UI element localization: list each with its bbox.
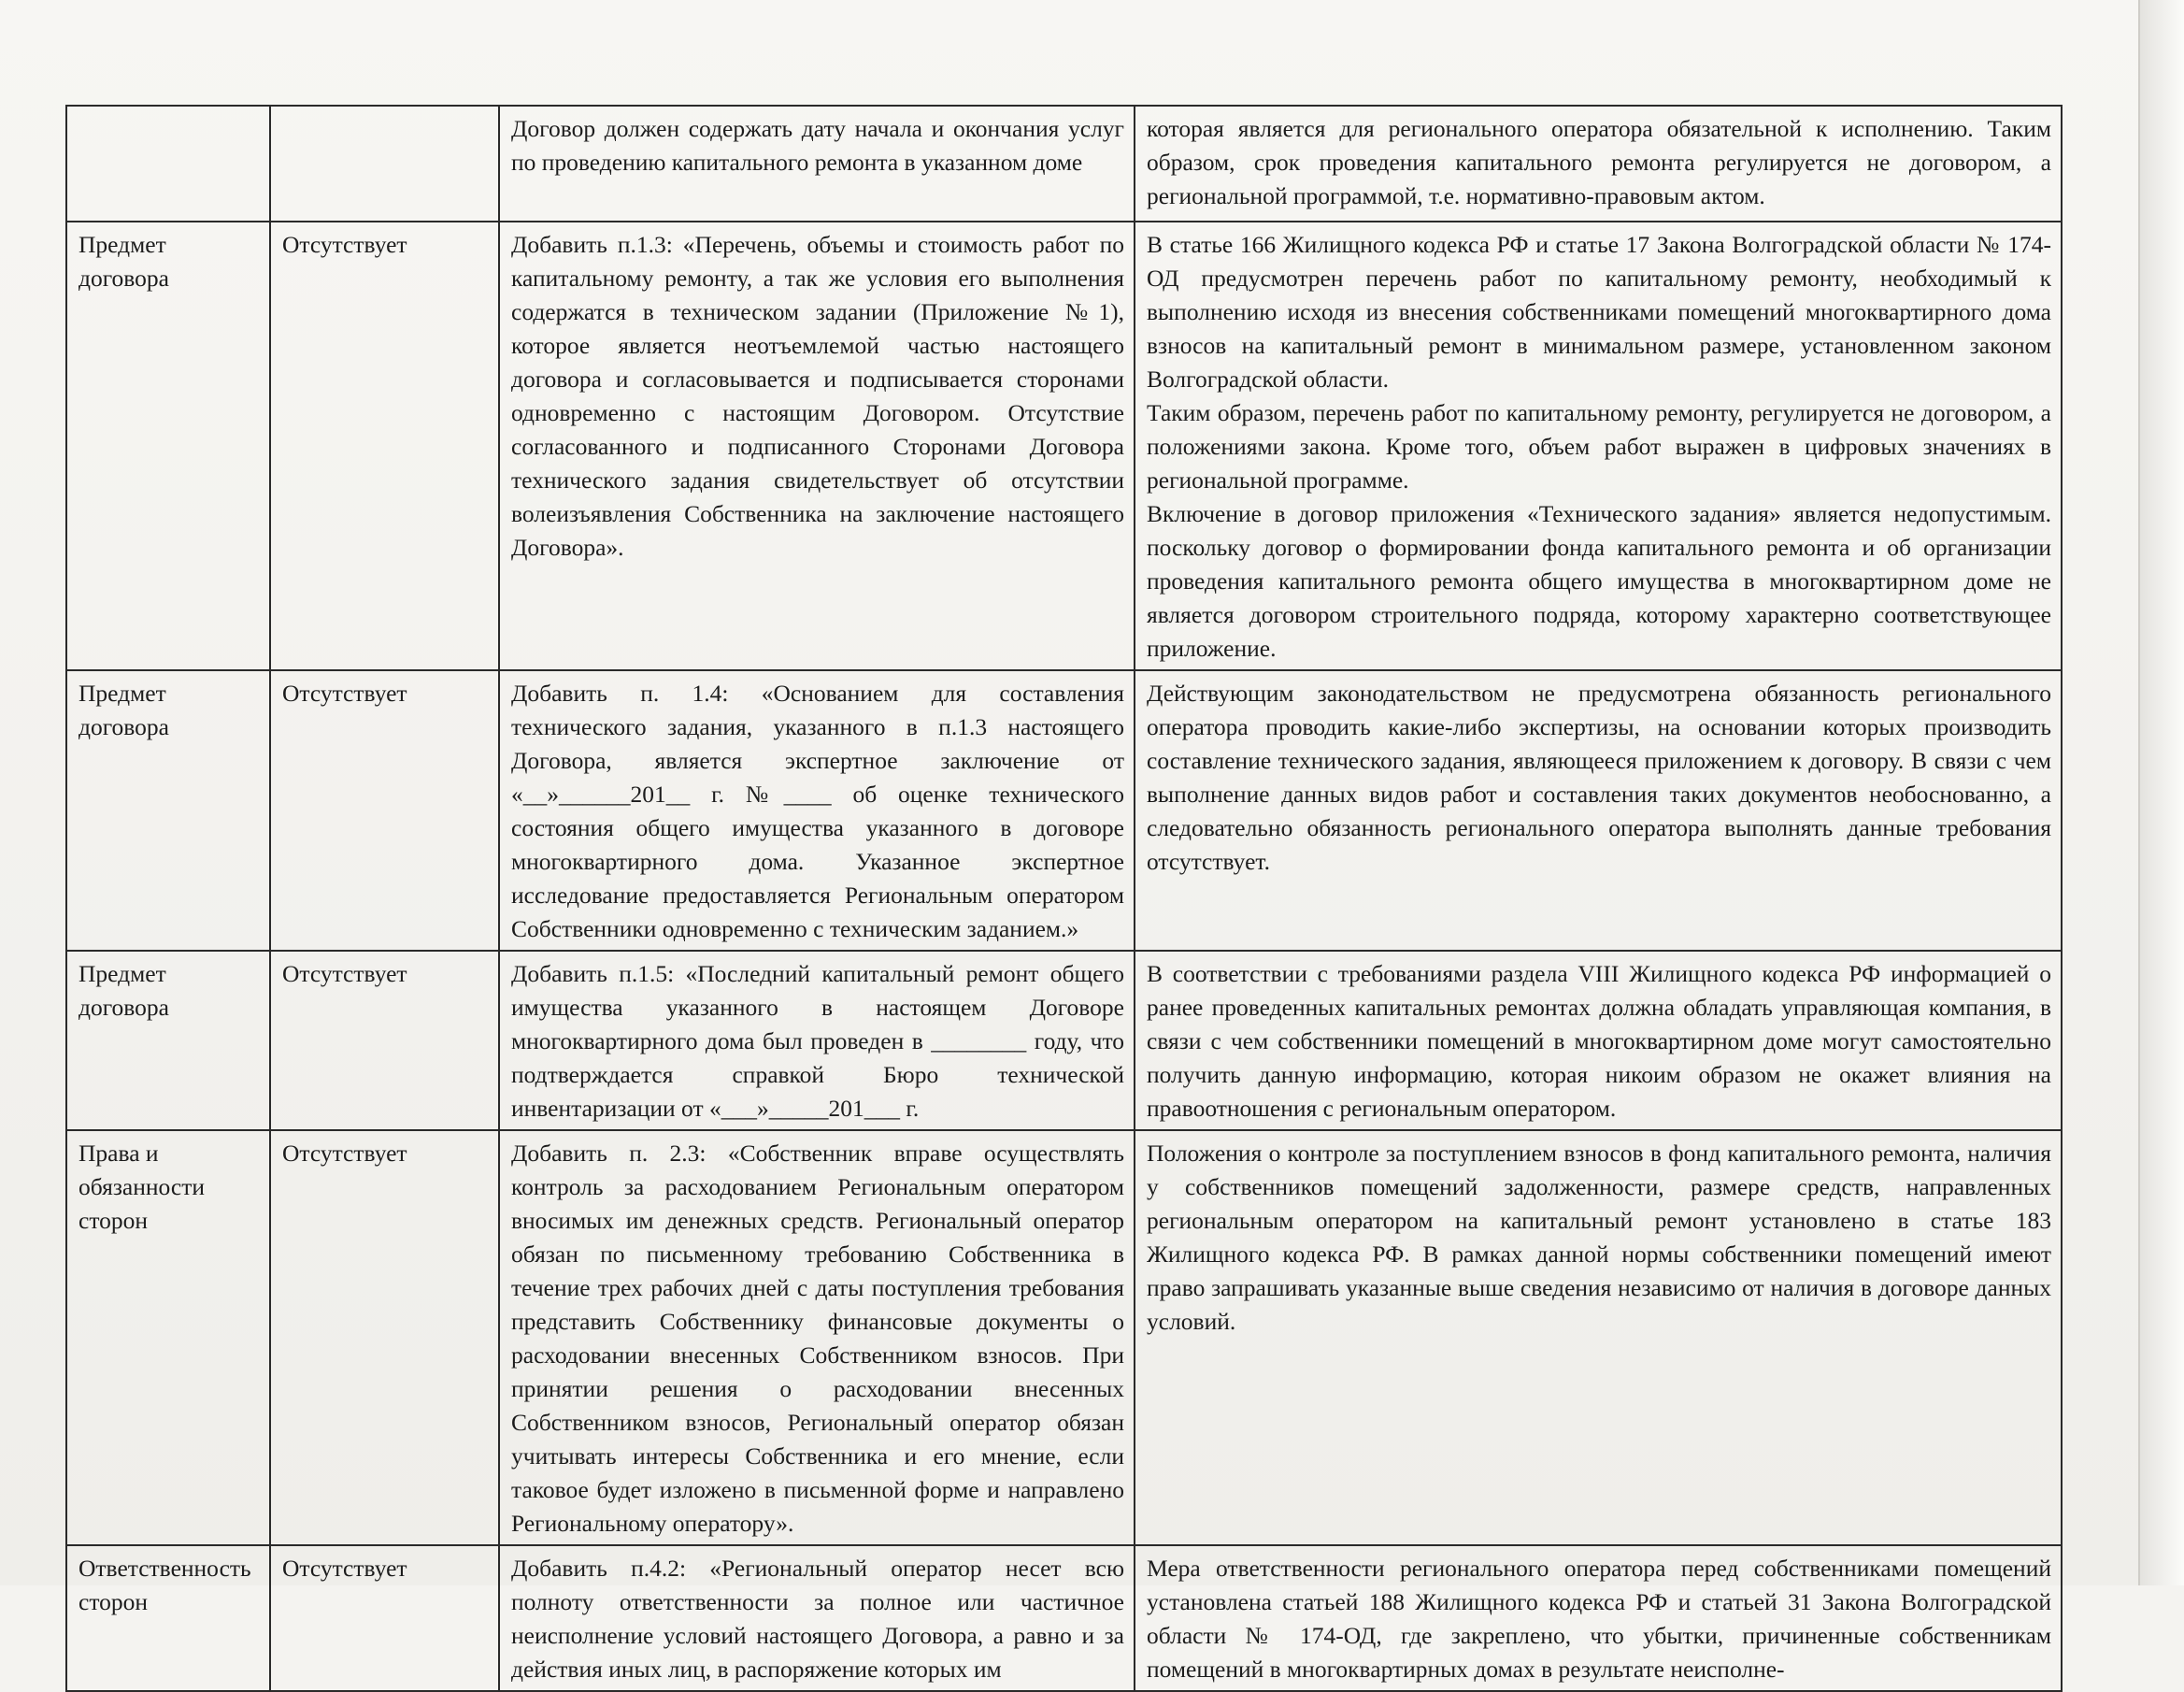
proposal-cell: Добавить п.4.2: «Региональный оператор несет всю полноту ответственности за полное или частичное неисполнение условий настоящего Договора, а равно и за действия иных лиц, в распоряжение которых им bbox=[499, 1545, 1135, 1691]
proposal-cell: Добавить п. 2.3: «Собственник вправе осуществлять контроль за расходованием Региональным оператором вносимых им денежных средств. Региональный оператор обязан по письменному требованию Собственника в течение трех рабочих дней с даты поступления требования представить Собственнику финансовые документы о расходовании внесенных Собственником взносов. При принятии решения о расходовании внесенных Собственником взносов, Региональный оператор обязан учитывать интересы Собственника и его мнение, если таковое будет изложено в письменной форме и направлено Региональному оператору». bbox=[499, 1130, 1135, 1545]
response-paragraph: Мера ответственности регионального оператора перед собственниками помещений установлена статьей 188 Жилищного кодекса РФ и статьей 31 Закона Волгоградской области № 174-ОД, где закреплено, что убытки, причиненные собственникам помещений в многоквартирных домах в результате неисполне- bbox=[1147, 1555, 2051, 1683]
proposal-cell: Добавить п. 1.4: «Основанием для составления технического задания, указанного в п.1.3 настоящего Договора, является экспертное заключение от «__»______201__ г. №____ об оценке технического состояния общего имущества указанного в договоре многоквартирного дома. Указанное экспертное исследование предоставляется Региональным оператором Собственники одновременно с техническим заданием.» bbox=[499, 670, 1135, 951]
table-row bbox=[66, 222, 2062, 670]
current-text-cell bbox=[270, 106, 499, 222]
paper-edge bbox=[2138, 0, 2184, 1585]
response-cell bbox=[1135, 670, 2062, 951]
section-cell: Предмет договора bbox=[66, 951, 270, 1130]
table-row bbox=[66, 670, 2062, 951]
proposal-cell: Добавить п.1.5: «Последний капитальный ремонт общего имущества указанного в настоящем Договоре многоквартирного дома был проведен в ________ году, что подтверждается справкой Бюро технической инвентаризации от «___»_____201___ г. bbox=[499, 951, 1135, 1130]
comparison-table bbox=[65, 105, 2063, 1692]
response-paragraph: В статье 166 Жилищного кодекса РФ и статье 17 Закона Волгоградской области № 174-ОД предусмотрен перечень работ по капитальному ремонту, необходимый к выполнению исходя из внесения собственниками помещений многоквартирного дома взносов на капитальный ремонт в минимальном размере, установленном законом Волгоградской области. bbox=[1147, 231, 2051, 393]
proposal-cell: Договор должен содержать дату начала и окончания услуг по проведению капитального ремонта в указанном доме bbox=[499, 106, 1135, 222]
response-paragraph: В соответствии с требованиями раздела VIII Жилищного кодекса РФ информацией о ранее проведенных капитальных ремонтах должна обладать управляющая компания, в связи с чем собственники помещений в многоквартирном доме могут самостоятельно получить данную информацию, которая никоим образом не окажет влияния на правоотношения с региональным оператором. bbox=[1147, 960, 2051, 1122]
response-cell bbox=[1135, 951, 2062, 1130]
table-row bbox=[66, 106, 2062, 222]
section-cell: Предмет договора bbox=[66, 222, 270, 670]
table-row bbox=[66, 951, 2062, 1130]
current-text-cell: Отсутствует bbox=[270, 670, 499, 951]
response-paragraph: Действующим законодательством не предусмотрена обязанность регионального оператора проводить какие-либо экспертизы, на основании которых производить составление технического задания, являющееся приложением к договору. В связи с чем выполнение данных видов работ и составления таких документов необоснованно, а следовательно обязанность регионального оператора выполнять данные требования отсутствует. bbox=[1147, 680, 2051, 875]
current-text-cell: Отсутствует bbox=[270, 222, 499, 670]
response-paragraph: Положения о контроле за поступлением взносов в фонд капитального ремонта, наличия у собственников помещений задолженности, размере средств, направленных региональным оператором на капитальный ремонт установлено в статье 183 Жилищного кодекса РФ. В рамках данной нормы собственники помещений имеют право запрашивать указанные выше сведения независимо от наличия в договоре данных условий. bbox=[1147, 1140, 2051, 1335]
response-cell bbox=[1135, 1130, 2062, 1545]
section-cell bbox=[66, 106, 270, 222]
response-cell bbox=[1135, 222, 2062, 670]
response-cell bbox=[1135, 106, 2062, 222]
section-cell: Предмет договора bbox=[66, 670, 270, 951]
table-row bbox=[66, 1130, 2062, 1545]
section-cell: Ответственность сторон bbox=[66, 1545, 270, 1691]
response-paragraph: которая является для регионального оператора обязательной к исполнению. Таким образом, срок проведения капитального ремонта регулируется не договором, а региональной программой, т.е. нормативно-правовым актом. bbox=[1147, 115, 2051, 209]
current-text-cell: Отсутствует bbox=[270, 1130, 499, 1545]
table-row bbox=[66, 1545, 2062, 1691]
current-text-cell: Отсутствует bbox=[270, 1545, 499, 1691]
response-cell bbox=[1135, 1545, 2062, 1691]
response-paragraph: Таким образом, перечень работ по капитальному ремонту, регулируется не договором, а положениями закона. Кроме того, объем работ выражен в цифровых значениях в региональной программе. bbox=[1147, 399, 2051, 494]
proposal-cell: Добавить п.1.3: «Перечень, объемы и стоимость работ по капитальному ремонту, а так же условия его выполнения содержатся в техническом задании (Приложение №1), которое является неотъемлемой частью настоящего договора и согласовывается и подписывается сторонами одновременно с настоящим Договором. Отсутствие согласованного и подписанного Сторонами Договора технического задания свидетельствует об отсутствии волеизъявления Собственника на заключение настоящего Договора». bbox=[499, 222, 1135, 670]
response-paragraph: Включение в договор приложения «Технического задания» является недопустимым. поскольку договор о формировании фонда капитального ремонта и об организации проведения капитального ремонта общего имущества в многоквартирном доме не является договором строительного подряда, которому характерно соответствующее приложение. bbox=[1147, 500, 2051, 662]
section-cell: Права и обязанности сторон bbox=[66, 1130, 270, 1545]
current-text-cell: Отсутствует bbox=[270, 951, 499, 1130]
